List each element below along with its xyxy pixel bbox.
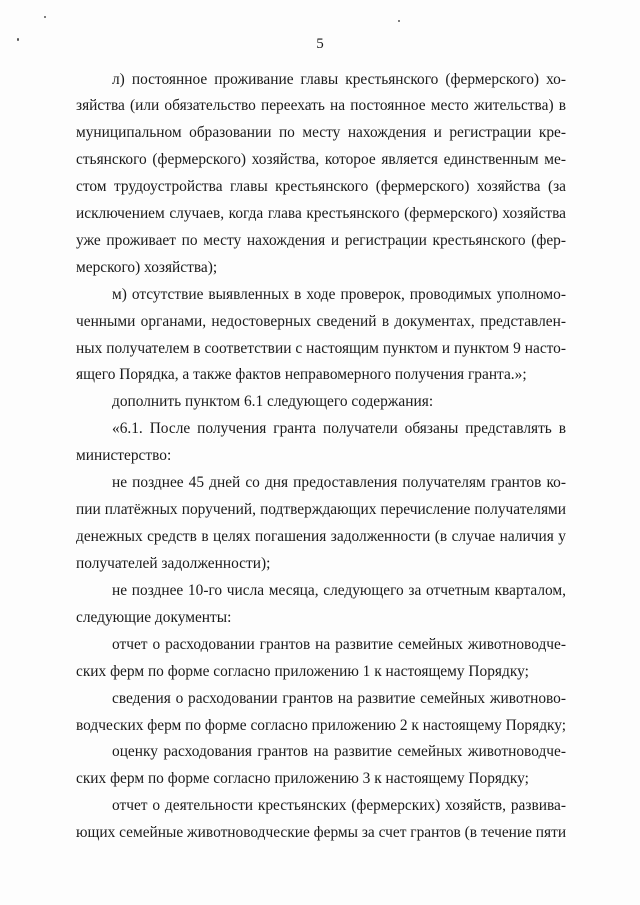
text-line: «6.1. После получения гранта получатели обязаны представлять в	[112, 420, 566, 437]
text-line: стьянского (фермерского) хозяйства, которое является единственным ме-	[76, 151, 566, 168]
text-line: следующие документы:	[76, 609, 232, 626]
scan-speck	[17, 38, 19, 41]
text-line: мерского) хозяйства);	[76, 259, 218, 276]
scan-speck	[44, 16, 46, 18]
text-line: денежных средств в целях погашения задолженности (в случае наличия у	[76, 528, 566, 545]
text-line: уже проживает по месту нахождения и регистрации крестьянского (фер-	[76, 232, 566, 249]
text-line: водческих ферм по форме согласно приложению 2 к настоящему Порядку;	[76, 717, 567, 734]
text-line: ских ферм по форме согласно приложению 3 к настоящему Порядку;	[76, 770, 529, 787]
text-line: оценку расходования грантов на развитие семейных животноводче-	[112, 743, 566, 760]
text-line: сведения о расходовании грантов на развитие семейных животново-	[112, 690, 566, 707]
text-line: получателей задолженности);	[76, 555, 271, 572]
text-line: муниципальном образовании по месту нахождения и регистрации кре-	[76, 124, 566, 141]
text-line: зяйства (или обязательство переехать на постоянное место жительства) в	[76, 97, 566, 114]
text-line: ченными органами, недостоверных сведений в документах, представлен-	[76, 313, 566, 330]
text-line: л) постоянное проживание главы крестьянского (фермерского) хо-	[112, 71, 566, 88]
text-line: м) отсутствие выявленных в ходе проверок, проводимых уполномо-	[112, 286, 566, 303]
scan-speck	[398, 20, 400, 22]
text-line: министерство:	[76, 447, 172, 464]
text-line: не позднее 10-го числа месяца, следующего за отчетным кварталом,	[112, 582, 566, 599]
text-line: стом трудоустройства главы крестьянского (фермерского) хозяйства (за	[76, 178, 566, 195]
text-line: не позднее 45 дней со дня предоставления получателям грантов ко-	[112, 474, 566, 491]
text-line: пии платёжных поручений, подтверждающих перечисление получателями	[76, 501, 566, 518]
text-line: ских ферм по форме согласно приложению 1 к настоящему Порядку;	[76, 663, 529, 680]
text-line: отчет о расходовании грантов на развитие семейных животноводче-	[112, 636, 566, 653]
text-line: ющих семейные животноводческие фермы за счет грантов (в течение пяти	[76, 824, 567, 841]
text-line: ящего Порядка, а также фактов неправомерного получения гранта.»;	[76, 366, 527, 383]
text-line: отчет о деятельности крестьянских (фермерских) хозяйств, развива-	[112, 797, 566, 814]
text-line: ных получателем в соответствии с настоящим пунктом и пунктом 9 насто-	[76, 340, 566, 357]
page-number: 5	[316, 36, 324, 52]
text-line: исключением случаев, когда глава крестьянского (фермерского) хозяйства	[76, 205, 566, 222]
text-line: дополнить пунктом 6.1 следующего содержания:	[112, 393, 434, 410]
